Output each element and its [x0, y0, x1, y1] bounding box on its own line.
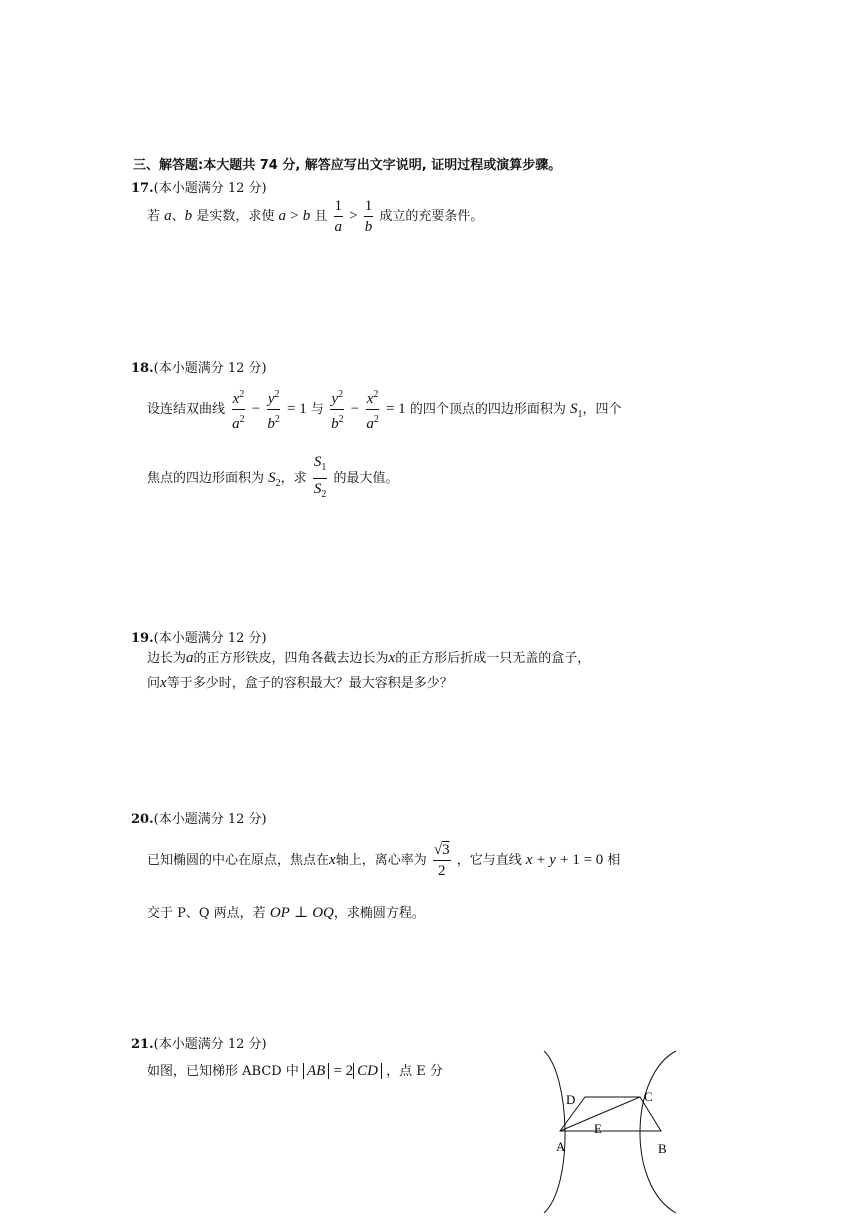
- q21-header: [131, 1033, 267, 1052]
- q17-header: [131, 177, 267, 196]
- q18-text-6: ，求: [280, 471, 307, 486]
- q21-text-1: 如图，已知梯形 ABCD 中: [147, 1064, 299, 1079]
- q20-body-line-1: 已知椭圆的中心在原点，焦点在x轴上，离心率为 $\frac{√3}{2}$ ，它与直线 x + y + 1 = 0 相: [147, 842, 621, 879]
- q17-text-3: 是实数，求使: [196, 209, 275, 224]
- q20-number: 20.: [131, 812, 154, 827]
- q19-header: [131, 627, 267, 646]
- q18-text-2: 与: [310, 402, 324, 417]
- q21-text-2: ，点 E 分: [386, 1064, 443, 1079]
- q21-number: 21.: [131, 1037, 154, 1052]
- q18-body-line-2: 焦点的四边形面积为 $S_2$，求 $\frac{S_1}{S_2}$ 的最大值。: [147, 452, 398, 505]
- q19-text-1: 边长为: [147, 651, 187, 666]
- hyperbola-right-branch: [640, 1051, 676, 1213]
- fraction-x2-a2: $\frac{x^2}{a^2}$: [231, 385, 246, 434]
- q20-text-2: 轴上，离心率为: [335, 853, 427, 868]
- q18-text-1: 设连结双曲线: [147, 402, 226, 417]
- label-d: D: [566, 1092, 576, 1107]
- q19-body-line-2: 问x等于多少时，盒子的容积最大？最大容积是多少？: [147, 675, 453, 691]
- abs-ab: AB: [303, 1063, 329, 1079]
- q21-body: 如图，已知梯形 ABCD 中 AB = 2 CD ，点 E 分: [147, 1063, 443, 1079]
- q20-text-6: ，求椭圆方程。: [333, 906, 425, 921]
- q18-text-7: 的最大值。: [333, 471, 399, 486]
- fraction-1-over-b: $\frac{1}{b}$: [364, 198, 373, 235]
- q18-number: 18.: [131, 361, 154, 376]
- fraction-x2-a2-second: $\frac{x^2}{a^2}$: [365, 385, 380, 434]
- q17-text-2: 、: [171, 209, 185, 224]
- label-b: B: [658, 1141, 667, 1156]
- q17-number: 17.: [131, 181, 154, 196]
- fraction-1-over-a: $\frac{1}{a}$: [334, 198, 343, 235]
- q17-text-4: 且: [314, 209, 328, 224]
- label-c: C: [644, 1089, 653, 1104]
- q19-text-2: 的正方形铁皮，四角各截去边长为: [193, 651, 389, 666]
- label-a: A: [556, 1139, 566, 1154]
- q18-header: [131, 357, 267, 376]
- q19-text-4: 问: [147, 676, 161, 691]
- q17-text-1: 若: [147, 209, 161, 224]
- label-e: E: [594, 1121, 602, 1136]
- q19-body-line-1: 边长为a的正方形铁皮，四角各截去边长为x的正方形后折成一只无盖的盒子，: [147, 650, 591, 666]
- section-title: 三、解答题:本大题共 74 分, 解答应写出文字说明, 证明过程或演算步骤。: [133, 158, 562, 173]
- fraction-sqrt3-over-2: $\frac{√3}{2}$: [433, 842, 450, 879]
- q17-score: (本小题满分 12 分): [153, 181, 267, 196]
- q18-score: (本小题满分 12 分): [153, 361, 267, 376]
- hyperbola-trapezoid-figure: [530, 1045, 700, 1216]
- fraction-y2-b2: $\frac{y^2}{b^2}$: [266, 385, 281, 434]
- q19-score: (本小题满分 12 分): [153, 631, 267, 646]
- q19-text-3: 的正方形后折成一只无盖的盒子，: [395, 651, 591, 666]
- q20-text-1: 已知椭圆的中心在原点，焦点在: [147, 853, 330, 868]
- fraction-s1-s2: $\frac{S_1}{S_2}$: [313, 454, 327, 500]
- q17-text-5: 成立的充要条件。: [379, 209, 484, 224]
- q20-body-line-2: 交于 P、Q 两点，若 OP ⊥ OQ，求椭圆方程。: [147, 905, 425, 921]
- abs-cd: CD: [353, 1063, 382, 1079]
- fraction-y2-b2-second: $\frac{y^2}{b^2}$: [330, 385, 345, 434]
- q19-text-5: 等于多少时，盒子的容积最大？最大容积是多少？: [166, 676, 453, 691]
- q18-text-5: 焦点的四边形面积为: [147, 471, 265, 486]
- q20-text-5: 交于 P、Q 两点，若: [147, 906, 266, 921]
- q20-text-3: ，它与直线: [456, 853, 522, 868]
- q18-text-4: ，四个: [582, 402, 622, 417]
- q17-body: 若 a、b 是实数，求使 a > b 且 $\frac{1}{a}$ > $\frac{1}{b}$ 成立的充要条件。: [147, 198, 484, 235]
- q20-score: (本小题满分 12 分): [153, 812, 267, 827]
- q20-text-4: 相: [607, 853, 621, 868]
- q18-body-line-1: 设连结双曲线 $\frac{x^2}{a^2}$ − $\frac{y^2}{b^2}$ = 1 与 $\frac{y^2}{b^2}$ − $\frac{x^2}{a^2}$ = 1 的四个顶点的四边形面积为 $S_1$，四个: [147, 385, 621, 434]
- q19-number: 19.: [131, 631, 154, 646]
- hyperbola-left-branch: [544, 1051, 565, 1213]
- q20-header: [131, 808, 267, 827]
- q18-text-3: 的四个顶点的四边形面积为: [409, 402, 566, 417]
- q21-score: (本小题满分 12 分): [153, 1037, 267, 1052]
